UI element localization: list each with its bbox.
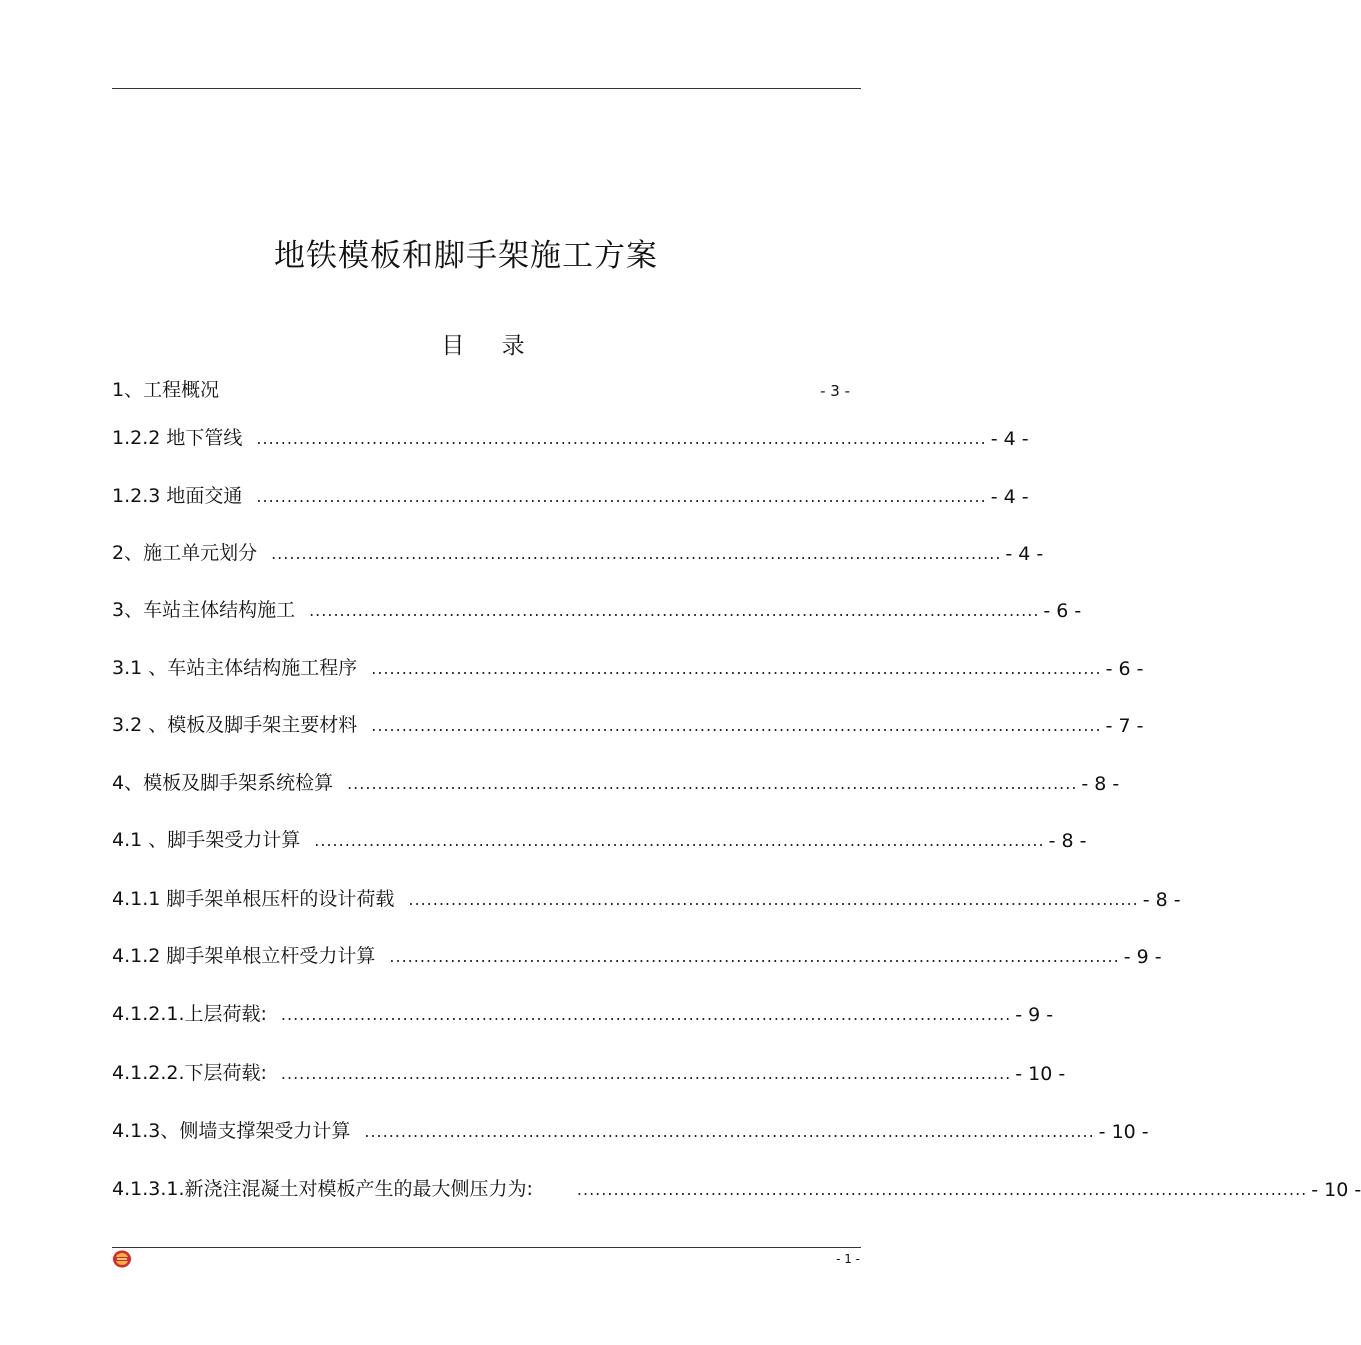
toc-entry[interactable] xyxy=(112,942,1162,968)
toc-entry-label: 2、施工单元划分 xyxy=(112,542,258,564)
toc-entry-page: - 4 - xyxy=(990,428,1029,450)
toc-entry-page: - 3 - xyxy=(820,382,850,400)
footer-rule xyxy=(112,1247,861,1248)
toc-entry-leader: ........................................................................................................................ xyxy=(309,601,1040,620)
toc-entry[interactable] xyxy=(112,1117,1149,1143)
toc-entry[interactable] xyxy=(112,769,1120,795)
toc-entry-leader: ........................................................................................................................ xyxy=(371,659,1102,678)
toc-entry-label: 4.1.3.1.新浇注混凝土对模板产生的最大侧压力为: xyxy=(112,1178,533,1200)
toc-entry-leader: ........................................................................................................................ xyxy=(256,487,987,506)
toc-entry-leader: ........................................................................................................................ xyxy=(576,1180,1308,1199)
toc-entry-label: 3.1 、车站主体结构施工程序 xyxy=(112,657,358,679)
toc-entry[interactable] xyxy=(112,1000,1054,1026)
toc-entry-label: 1.2.3 地面交通 xyxy=(112,485,243,507)
toc-heading: 目 录 xyxy=(441,333,525,359)
toc-entry-page: - 6 - xyxy=(1105,658,1144,680)
toc-entry[interactable] xyxy=(112,596,1082,622)
toc-entry-label: 4.1 、脚手架受力计算 xyxy=(112,829,301,851)
toc-entry[interactable] xyxy=(112,376,850,402)
toc-entry[interactable] xyxy=(112,885,1181,911)
toc-entry-leader: ........................................................................................................................ xyxy=(256,429,987,448)
toc-entry[interactable] xyxy=(112,711,1144,737)
toc-entry-page: - 6 - xyxy=(1043,600,1082,622)
toc-entry[interactable] xyxy=(112,1059,1066,1085)
toc-entry-label: 3、车站主体结构施工 xyxy=(112,599,296,621)
toc-entry-label: 4.1.1 脚手架单根压杆的设计荷载 xyxy=(112,888,395,910)
toc-entry-label: 4.1.2.1.上层荷载: xyxy=(112,1003,267,1025)
toc-entry-label: 3.2 、模板及脚手架主要材料 xyxy=(112,714,358,736)
toc-entry[interactable] xyxy=(112,826,1087,852)
toc-entry-page: - 8 - xyxy=(1048,830,1087,852)
toc-entry-leader: ........................................................................................................................ xyxy=(280,1005,1012,1024)
toc-entry[interactable] xyxy=(112,539,1044,565)
toc-entry-leader: ........................................................................................................................ xyxy=(280,1064,1012,1083)
toc-entry-page: - 8 - xyxy=(1142,889,1181,911)
toc-entry-page: - 10 - xyxy=(1098,1121,1149,1143)
header-rule xyxy=(112,88,861,89)
toc-entry[interactable] xyxy=(112,482,1029,508)
toc-entry-page: - 10 - xyxy=(1311,1179,1361,1201)
toc-entry-page: - 7 - xyxy=(1105,715,1144,737)
document-title: 地铁模板和脚手架施工方案 xyxy=(274,238,658,274)
toc-entry-leader: ........................................................................................................................ xyxy=(364,1122,1095,1141)
toc-entry-label: 4.1.3、侧墙支撑架受力计算 xyxy=(112,1120,351,1142)
toc-entry[interactable] xyxy=(112,1175,1361,1201)
toc-entry-leader: ........................................................................................................................ xyxy=(314,831,1045,850)
toc-entry-page: - 9 - xyxy=(1015,1004,1054,1026)
toc-entry-label: 4.1.2 脚手架单根立杆受力计算 xyxy=(112,945,376,967)
toc-entry-leader: ........................................................................................................................ xyxy=(347,774,1078,793)
toc-entry-label: 1、工程概况 xyxy=(112,379,220,401)
toc-entry-page: - 4 - xyxy=(1005,543,1044,565)
toc-entry-label: 4、模板及脚手架系统检算 xyxy=(112,772,334,794)
toc-entry-page: - 8 - xyxy=(1081,773,1120,795)
toc-entry-label: 1.2.2 地下管线 xyxy=(112,427,243,449)
toc-entry-page: - 10 - xyxy=(1015,1063,1066,1085)
toc-entry-leader: ........................................................................................................................ xyxy=(371,716,1102,735)
toc-entry-leader: ........................................................................................................................ xyxy=(389,947,1120,966)
toc-entry-leader: ........................................................................................................................ xyxy=(271,544,1002,563)
toc-entry-page: - 4 - xyxy=(990,486,1029,508)
page-number: - 1 - xyxy=(836,1252,860,1266)
toc-entry-page: - 9 - xyxy=(1123,946,1162,968)
toc-entry[interactable] xyxy=(112,424,1029,450)
toc-entry[interactable] xyxy=(112,654,1144,680)
toc-entry-leader: ........................................................................................................................ xyxy=(408,890,1139,909)
company-logo-icon xyxy=(112,1250,132,1268)
toc-entry-label: 4.1.2.2.下层荷载: xyxy=(112,1062,267,1084)
